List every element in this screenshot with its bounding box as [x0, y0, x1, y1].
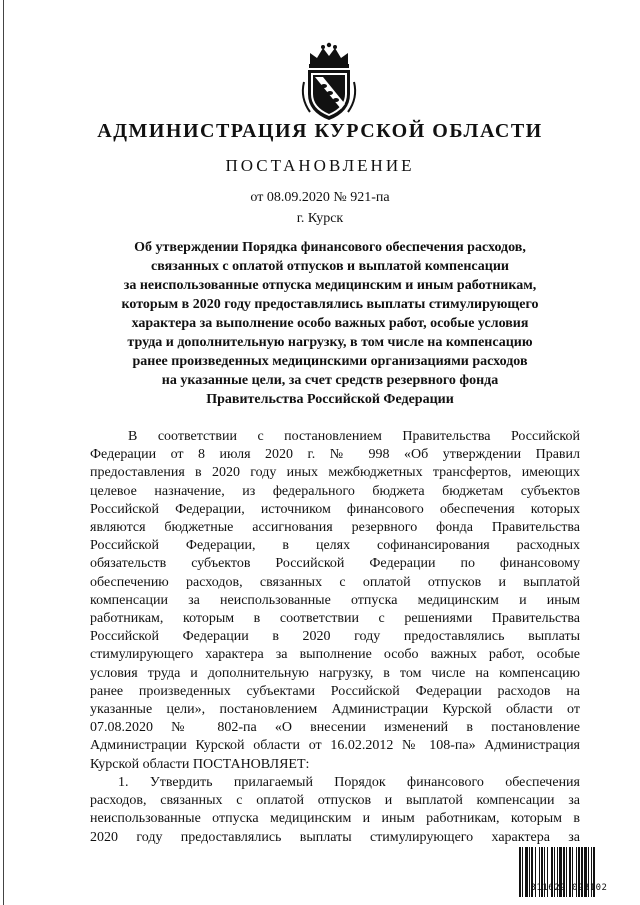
- paragraph-line: 2020 году предоставлялись выплаты стимулирующего характера за: [90, 829, 580, 845]
- title-line: труда и дополнительную нагрузку, в том числе на компенсацию: [127, 335, 533, 350]
- paragraph-line: являются бюджетные ассигнования резервного фонда Правительства: [90, 520, 580, 536]
- paragraph-line: 1. Утвердить прилагаемый Порядок финансового обеспечения: [118, 775, 580, 790]
- title-line: ранее произведенных медицинскими организациями расходов: [132, 354, 528, 369]
- barcode-number: 311629 098102: [530, 883, 608, 893]
- paragraph-line: Российской Федерации, в целях софинансирования расходных: [90, 538, 580, 554]
- document-date-number: от 08.09.2020 № 921-па: [250, 190, 390, 205]
- coat-of-arms-icon: [296, 42, 362, 122]
- document-city: г. Курск: [296, 211, 344, 226]
- paragraph-line: Федерации от 8 июля 2020 г. № 998 «Об утверждении Правил: [90, 447, 580, 463]
- organization-name: АДМИНИСТРАЦИЯ КУРСКОЙ ОБЛАСТИ: [97, 120, 543, 142]
- paragraph-line: неиспользованные отпуска медицинским и иным работникам, которым в: [90, 811, 580, 827]
- preamble-paragraph: [90, 428, 580, 774]
- paragraph-line: обеспечению расходов, связанных с оплатой отпусков и выплатой: [90, 574, 580, 590]
- paragraph-line: указанные цели», постановлением Администрации Курской области от: [90, 702, 580, 718]
- title-line: на указанные цели, за счет средств резервного фонда: [161, 373, 499, 388]
- item-1-paragraph: [90, 774, 580, 847]
- paragraph-line: Российской Федерации в 2020 году предоставлялись выплаты: [90, 629, 580, 645]
- title-line: Об утверждении Порядка финансового обеспечения расходов,: [134, 240, 526, 255]
- title-line: Правительства Российской Федерации: [206, 392, 454, 407]
- document-title: [88, 238, 572, 409]
- paragraph-line: предоставления в 2020 году иных межбюджетных трансфертов, имеющих: [90, 465, 580, 481]
- paragraph-line: Курской области ПОСТАНОВЛЯЕТ:: [90, 756, 310, 772]
- paragraph-line: условия труда и дополнительную нагрузку, в том числе на компенсацию: [90, 665, 580, 681]
- paragraph-line: компенсации за неиспользованные отпуска медицинским и иным: [90, 592, 580, 608]
- paragraph-line: расходов, связанных с оплатой отпусков и выплатой компенсации за: [90, 793, 580, 809]
- paragraph-line: целевое назначение, из федерального бюджета бюджетам субъектов: [90, 483, 580, 499]
- paragraph-line: Российской Федерации, источником финансового обеспечения которых: [90, 501, 580, 517]
- paragraph-line: В соответствии с постановлением Правительства Российской: [128, 429, 580, 444]
- paragraph-line: обязательств субъектов Российской Федерации по финансовому: [90, 556, 580, 572]
- paragraph-line: стимулирующего характера за выполнение особо важных работ, особые: [90, 647, 580, 663]
- title-line: за неиспользованные отпуска медицинским и иным работникам,: [123, 278, 537, 293]
- paragraph-line: Администрации Курской области от 16.02.2012 № 108-па» Администрация: [90, 738, 580, 754]
- paragraph-line: ранее произведенных субъектами Российской Федерации расходов на: [90, 683, 580, 699]
- title-line: связанных с оплатой отпусков и выплатой компенсации: [151, 259, 509, 274]
- document-type: ПОСТАНОВЛЕНИЕ: [225, 156, 415, 175]
- paragraph-line: работникам, которым в соответствии с решениями Правительства: [90, 611, 580, 627]
- title-line: которым в 2020 году предоставлялись выплаты стимулирующего: [121, 297, 539, 312]
- paragraph-line: 07.08.2020 № 802-па «О внесении изменений в постановление: [90, 720, 580, 736]
- title-line: характера за выполнение особо важных работ, особые условия: [131, 316, 529, 331]
